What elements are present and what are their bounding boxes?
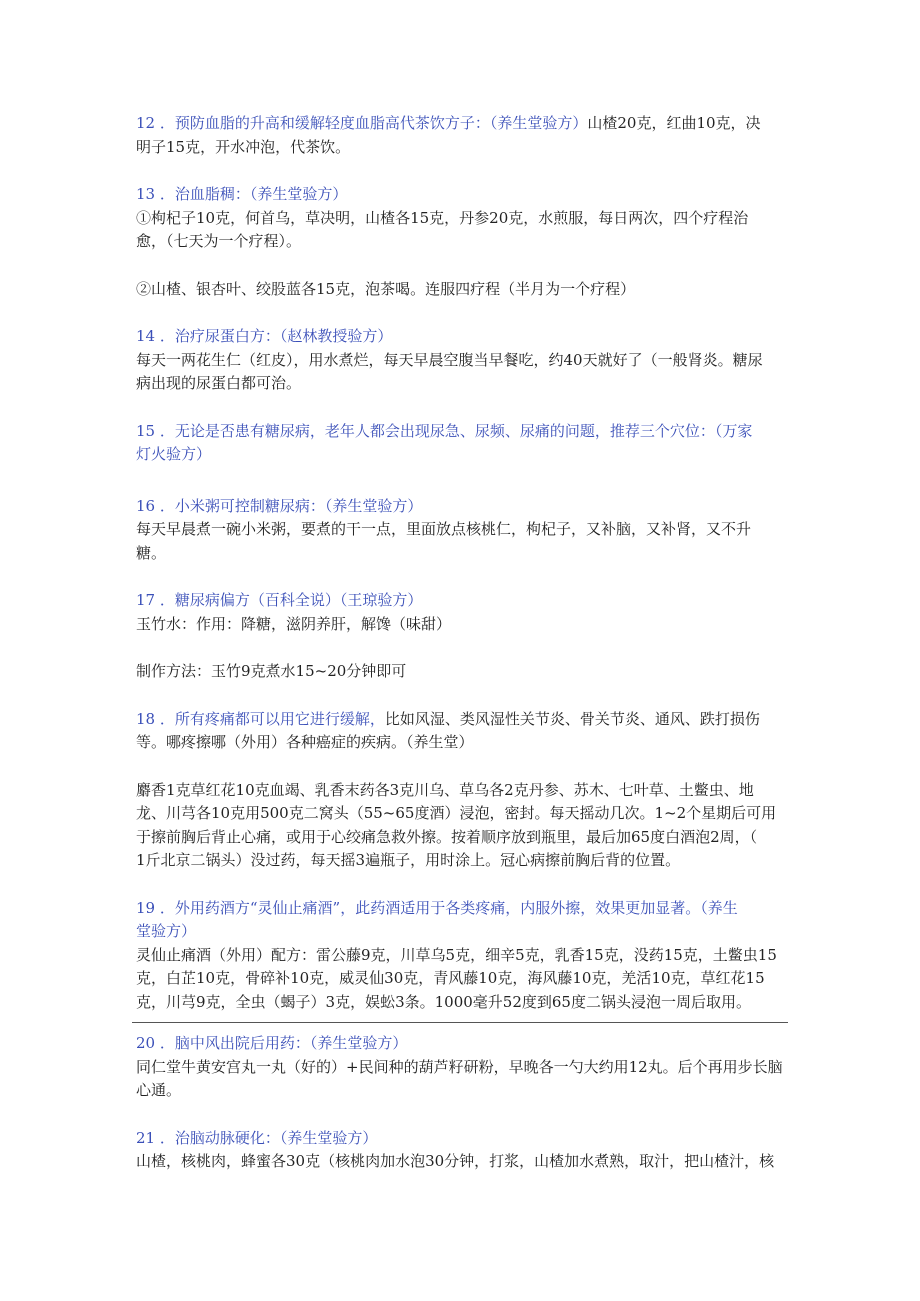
section-14-heading: 14 ．治疗尿蛋白方：（赵林教授验方） <box>136 327 393 345</box>
section-13-heading: 13 ．治血脂稠：（养生堂验方） <box>136 185 348 203</box>
section-16-heading: 16 ．小米粥可控制糖尿病：（养生堂验方） <box>136 496 423 515</box>
section-12 <box>136 112 792 159</box>
section-18-line-1 <box>136 708 792 732</box>
section-20-heading: 20 ．脑中风出院后用药：（养生堂验方） <box>136 1034 408 1052</box>
section-12-heading: 12 ．预防血脂的升高和缓解轻度血脂高代茶饮方子：（养生堂验方） <box>136 114 588 132</box>
section-18-body-start: 比如风湿、类风湿性关节炎、骨关节炎、通风、跌打损伤 <box>384 709 760 728</box>
section-14 <box>136 325 792 396</box>
section-20-line-2: 心通。 <box>136 1081 182 1099</box>
section-19-heading-line-1: 19 ．外用药酒方“灵仙止痛酒”，此药酒适用于各类疼痛，内服外擦，效果更加显著。（养生 <box>136 898 738 917</box>
section-16 <box>136 495 792 566</box>
section-17-line-2: 制作方法：玉竹9克煮水15~20分钟即可 <box>136 662 407 680</box>
section-18 <box>136 708 792 873</box>
section-21 <box>136 1127 792 1174</box>
section-18-para-2: 龙、川芎各10克用500克二窝头（55~65度酒）浸泡，密封。每天摇动几次。1~2个星期后可用 <box>136 804 777 822</box>
section-18-heading: 18 ．所有疼痛都可以用它进行缓解， <box>136 709 385 728</box>
section-12-body-start: 山楂20克，红曲10克，决 <box>587 114 761 132</box>
section-17-heading: 17 ．糖尿病偏方（百科全说）（王琼验方） <box>136 591 423 609</box>
section-13-line-1: ①枸杞子10克，何首乌，草决明，山楂各15克，丹参20克，水煎服，每日两次，四个疗程治 <box>136 208 749 227</box>
section-19-para-3: 克，川芎9克，全虫（蝎子）3克，娱蚣3条。1000毫升52度到65度二锅头浸泡一周后取用。 <box>136 992 751 1011</box>
section-20 <box>136 1032 792 1103</box>
section-16-line-2: 糖。 <box>136 543 167 562</box>
section-19-heading-line-2: 堂验方） <box>136 922 197 940</box>
section-18-para-1: 麝香1克草红花10克血竭、乳香末药各3克川乌、草乌各2克丹参、苏木、七叶草、土鳖虫、地 <box>136 780 754 799</box>
section-20-line-1: 同仁堂牛黄安宫丸一丸（好的）+民间种的葫芦籽研粉，早晚各一勺大约用12丸。后个再用步长脑 <box>136 1057 783 1076</box>
horizontal-divider <box>132 1022 788 1023</box>
section-15 <box>136 420 792 467</box>
section-15-heading-line-2: 灯火验方） <box>136 445 212 463</box>
section-19-para-2: 克，白芷10克，骨碎补10克，威灵仙30克，青风藤10克，海风藤10克，羌活10克，草红花15 <box>136 969 765 987</box>
section-21-heading: 21 ．治脑动脉硬化：（养生堂验方） <box>136 1128 378 1147</box>
section-18-line-2: 等。哪疼擦哪（外用）各种癌症的疾病。（养生堂） <box>136 733 474 751</box>
section-12-line-2: 明子15克，开水冲泡，代茶饮。 <box>136 137 351 156</box>
section-18-para-3: 于擦前胸后背止心痛，或用于心绞痛急救外擦。按着顺序放到瓶里，最后加65度白酒泡2周，（ <box>136 827 758 846</box>
section-16-line-1: 每天早晨煮一碗小米粥，要煮的干一点，里面放点核桃仁，枸杞子，又补脑，又补肾，又不升 <box>136 520 752 538</box>
section-17 <box>136 589 792 684</box>
section-19 <box>136 897 792 1015</box>
section-15-heading-line-1: 15 ．无论是否患有糖尿病，老年人都会出现尿急、尿频、尿痛的问题，推荐三个穴位：（万家 <box>136 421 753 440</box>
section-17-line-1: 玉竹水：作用：降糖，滋阴养肝，解馋（味甜） <box>136 614 452 633</box>
section-13 <box>136 183 792 301</box>
section-14-line-1: 每天一两花生仁（红皮），用水煮烂，每天早晨空腹当早餐吃，约40天就好了（一般肾炎。糖尿 <box>136 350 763 369</box>
section-13-line-2: 愈，（七天为一个疗程）。 <box>136 232 302 250</box>
section-12-line-1 <box>136 112 792 136</box>
section-21-line-1: 山楂，核桃肉，蜂蜜各30克（核桃肉加水泡30分钟，打浆，山楂加水煮熟，取汁，把山楂汁，核 <box>136 1152 775 1170</box>
section-19-para-1: 灵仙止痛酒（外用）配方：雷公藤9克，川草乌5克，细辛5克，乳香15克，没药15克，土鳖虫15 <box>136 945 777 964</box>
section-18-para-4: 1斤北京二锅头）没过药，每天摇3遍瓶子，用时涂上。冠心病擦前胸后背的位置。 <box>136 851 681 869</box>
section-14-line-2: 病出现的尿蛋白都可治。 <box>136 374 302 392</box>
section-13-line-3: ②山楂、银杏叶、绞股蓝各15克，泡茶喝。连服四疗程（半月为一个疗程） <box>136 279 636 298</box>
